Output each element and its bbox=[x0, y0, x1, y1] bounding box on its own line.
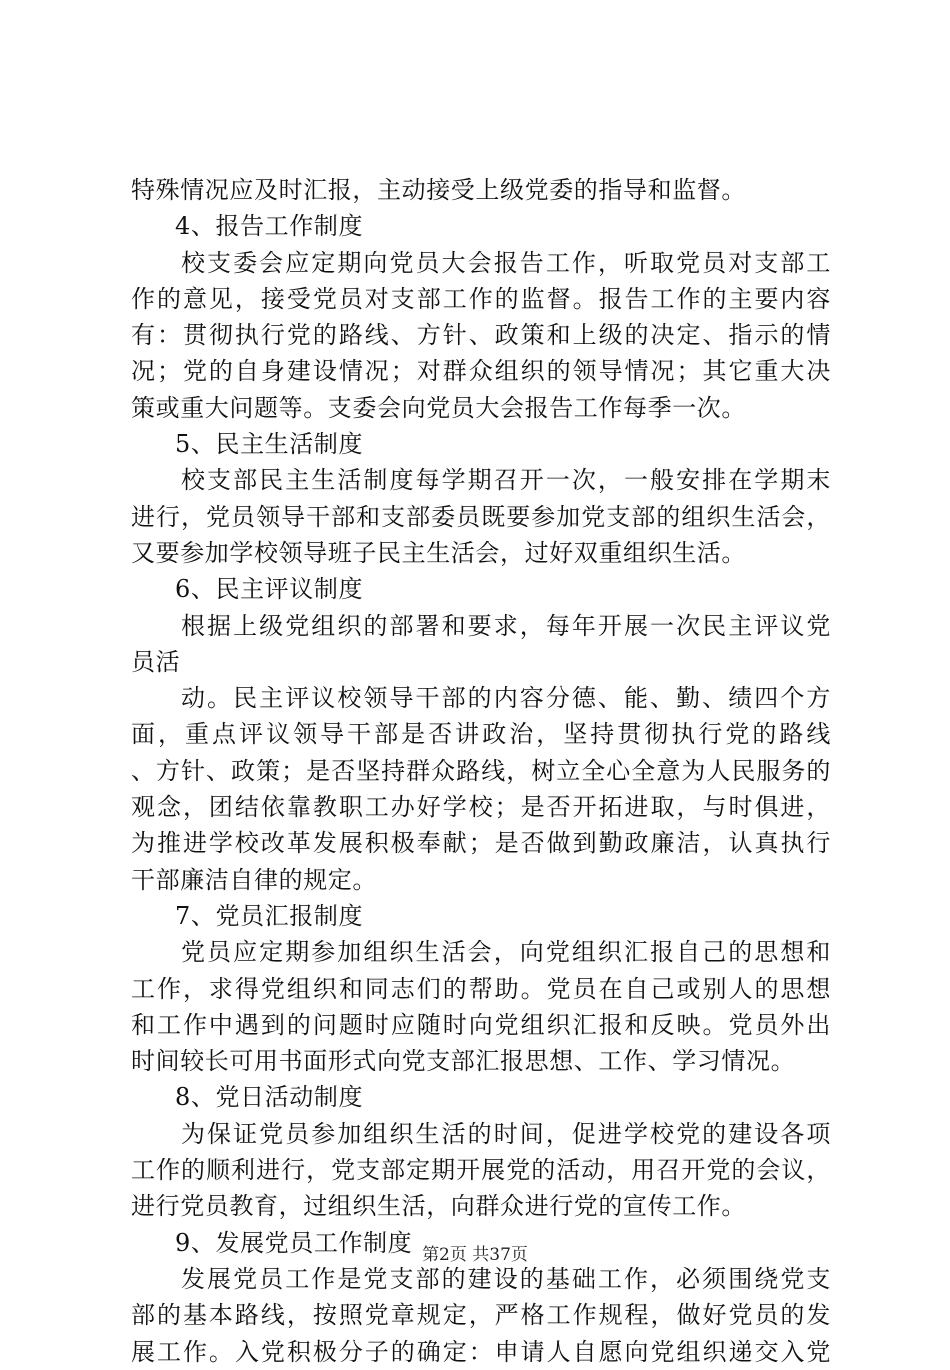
paragraph-line: 员活 bbox=[131, 647, 181, 676]
paragraph-line: 时间较长可用书面形式向党支部汇报思想、工作、学习情况。 bbox=[131, 1047, 796, 1076]
section-heading: 5、民主生活制度 bbox=[175, 430, 364, 459]
section-heading: 9、发展党员工作制度 bbox=[175, 1228, 413, 1257]
paragraph-line: 策或重大问题等。支委会向党员大会报告工作每季一次。 bbox=[131, 393, 746, 422]
paragraph-line: 为推进学校改革发展积极奉献；是否做到勤政廉洁，认真执行 bbox=[131, 829, 831, 858]
paragraph-line: 、方针、政策；是否坚持群众路线，树立全心全意为人民服务的 bbox=[131, 756, 831, 785]
paragraph-line: 况；党的自身建设情况；对群众组织的领导情况；其它重大决 bbox=[131, 357, 831, 386]
paragraph-line: 又要参加学校领导班子民主生活会，过好双重组织生活。 bbox=[131, 538, 746, 567]
paragraph-line: 发展党员工作是党支部的建设的基础工作，必须围绕党支 bbox=[181, 1264, 831, 1293]
paragraph-line: 展工作。入党积极分子的确定：申请人自愿向党组织递交入党 bbox=[131, 1337, 831, 1366]
paragraph-line: 工作，求得党组织和同志们的帮助。党员在自己或别人的思想 bbox=[131, 974, 831, 1003]
paragraph-line: 校支委会应定期向党员大会报告工作，听取党员对支部工 bbox=[181, 248, 831, 277]
paragraph-line: 部的基本路线，按照党章规定，严格工作规程，做好党员的发 bbox=[131, 1301, 831, 1330]
paragraph-line: 为保证党员参加组织生活的时间，促进学校党的建设各项 bbox=[181, 1119, 831, 1148]
paragraph-line: 干部廉洁自律的规定。 bbox=[131, 865, 377, 894]
paragraph-line: 和工作中遇到的问题时应随时向党组织汇报和反映。党员外出 bbox=[131, 1010, 831, 1039]
document-body bbox=[131, 172, 831, 1370]
section-heading: 8、党日活动制度 bbox=[175, 1083, 364, 1112]
paragraph-line: 面，重点评议领导干部是否讲政治，坚持贯彻执行党的路线 bbox=[131, 720, 831, 749]
paragraph-line: 工作的顺利进行，党支部定期开展党的活动，用召开党的会议， bbox=[131, 1156, 831, 1185]
page-footer: 第2页 共37页 bbox=[422, 1245, 528, 1265]
section-heading: 4、报告工作制度 bbox=[175, 212, 364, 241]
paragraph-line: 根据上级党组织的部署和要求，每年开展一次民主评议党 bbox=[181, 611, 831, 640]
paragraph-line: 作的意见，接受党员对支部工作的监督。报告工作的主要内容 bbox=[131, 284, 831, 313]
paragraph-line: 校支部民主生活制度每学期召开一次，一般安排在学期末 bbox=[181, 466, 831, 495]
paragraph-line: 动。民主评议校领导干部的内容分德、能、勤、绩四个方 bbox=[181, 684, 831, 713]
section-heading: 7、党员汇报制度 bbox=[175, 901, 364, 930]
paragraph-line: 特殊情况应及时汇报，主动接受上级党委的指导和监督。 bbox=[131, 176, 746, 204]
section-heading: 6、民主评议制度 bbox=[175, 575, 364, 604]
paragraph-line: 进行，党员领导干部和支部委员既要参加党支部的组织生活会， bbox=[131, 502, 831, 531]
paragraph-line: 有：贯彻执行党的路线、方针、政策和上级的决定、指示的情 bbox=[131, 321, 831, 350]
paragraph-line: 进行党员教育，过组织生活，向群众进行党的宣传工作。 bbox=[131, 1192, 746, 1221]
paragraph-line: 党员应定期参加组织生活会，向党组织汇报自己的思想和 bbox=[181, 938, 831, 967]
paragraph-line: 观念，团结依靠教职工办好学校；是否开拓进取，与时俱进， bbox=[131, 793, 831, 822]
